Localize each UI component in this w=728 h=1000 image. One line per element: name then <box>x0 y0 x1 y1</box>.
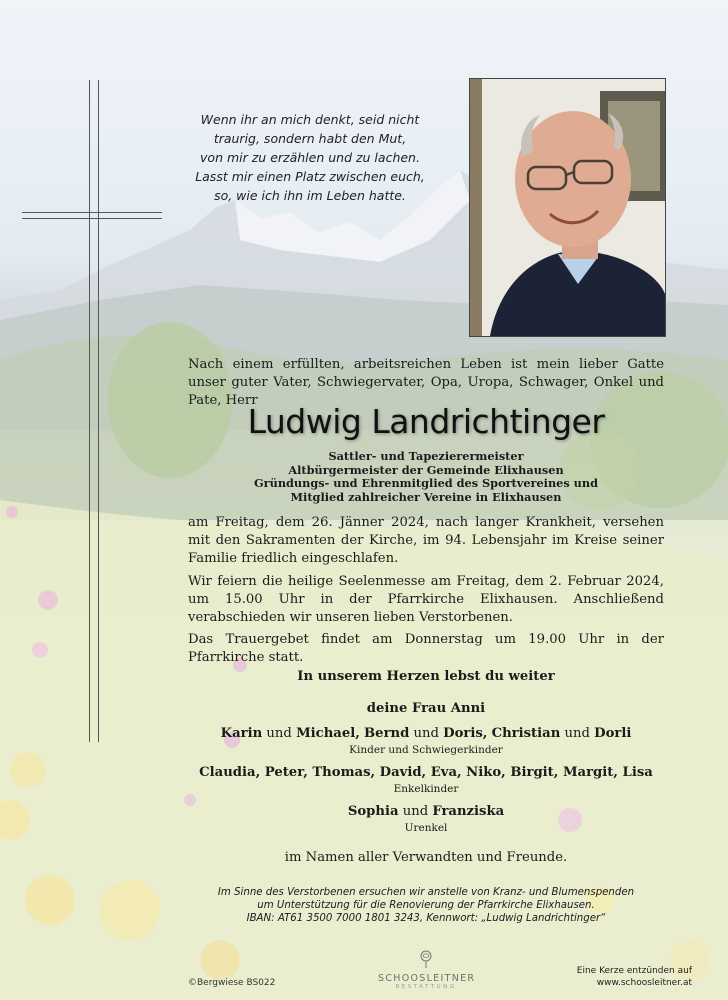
closing-line: im Namen aller Verwandten und Freunde. <box>284 850 568 865</box>
child-name: Christian <box>491 726 561 741</box>
logo-name: SCHOOSLEITNER <box>378 973 476 984</box>
title-line: Gründungs- und Ehrenmitglied des Sportvereines und <box>254 476 598 491</box>
connector: und <box>564 726 590 741</box>
quote-line: von mir zu erzählen und zu lachen. <box>200 150 420 165</box>
quote-line: Wenn ihr an mich denkt, seid nicht <box>200 112 420 127</box>
grandchildren-names: Claudia, Peter, Thomas, David, Eva, Niko, Birgit, Margit, Lisa <box>199 765 653 780</box>
title-line: Sattler- und Tapezierermeister <box>328 449 524 463</box>
cross-icon-bar <box>22 212 162 219</box>
rose-icon <box>418 950 434 968</box>
connector: und <box>266 726 292 741</box>
child-name: Bernd <box>364 726 410 741</box>
great-grandchild-name: Sophia <box>347 804 399 819</box>
candle-url[interactable]: www.schoosleitner.at <box>596 978 692 988</box>
great-grandchildren-caption: Urenkel <box>404 822 448 834</box>
connector: und <box>413 726 439 741</box>
prayer-notice: Das Trauergebet findet am Donnerstag um 19.00 Uhr in der Pfarrkirche statt. <box>188 632 664 665</box>
wife-line: deine Frau Anni <box>366 701 486 716</box>
note-line: um Unterstützung für die Renovierung der Pfarrkirche Elixhausen. <box>257 900 595 911</box>
memorial-quote <box>180 110 440 205</box>
intro-text: Nach einem erfüllten, arbeitsreichen Leben ist mein lieber Gatte unser guter Vater, Schwiegervater, Opa, Uropa, Schwager, Onkel und Pate, Herr <box>188 357 664 408</box>
great-grandchildren-names <box>188 804 664 819</box>
children-caption: Kinder und Schwiegerkinder <box>349 744 503 756</box>
portrait-photo <box>469 78 666 337</box>
logo-subtitle: BESTATTUNG <box>395 984 457 990</box>
child-name: Michael, <box>296 726 360 741</box>
quote-line: Lasst mir einen Platz zwischen euch, <box>195 169 425 184</box>
donation-note <box>188 886 664 925</box>
image-credit: ©Bergwiese BS022 <box>188 978 276 988</box>
mass-notice: Wir feiern die heilige Seelenmesse am Freitag, dem 2. Februar 2024, um 15.00 Uhr in der Pfarrkirche Elixhausen. Anschließend verabschieden wir unseren lieben Verstorbenen. <box>188 574 664 625</box>
memorial-motto: In unserem Herzen lebst du weiter <box>297 669 555 684</box>
funeral-home-logo <box>378 950 474 990</box>
honorary-titles <box>188 450 664 504</box>
note-line: IBAN: AT61 3500 7000 1801 3243, Kennwort: „Ludwig Landrichtinger“ <box>246 913 606 924</box>
candle-text: Eine Kerze entzünden auf <box>576 966 692 976</box>
deceased-name: Ludwig Landrichtinger <box>247 402 605 441</box>
connector: und <box>402 804 429 819</box>
candle-link[interactable] <box>540 965 692 989</box>
great-grandchild-name: Franziska <box>432 804 505 819</box>
child-name: Karin <box>220 726 263 741</box>
quote-line: so, wie ich ihn im Leben hatte. <box>214 188 406 203</box>
child-name: Dorli <box>594 726 632 741</box>
children-names <box>188 726 664 741</box>
child-name: Doris, <box>443 726 488 741</box>
quote-line: traurig, sondern habt den Mut, <box>213 131 407 146</box>
note-line: Im Sinne des Verstorbenen ersuchen wir anstelle von Kranz- und Blumenspenden <box>217 887 635 898</box>
title-line: Altbürgermeister der Gemeinde Elixhausen <box>288 462 564 477</box>
grandchildren-caption: Enkelkinder <box>393 783 459 795</box>
title-line: Mitglied zahlreicher Vereine in Elixhausen <box>290 489 562 504</box>
cross-icon <box>89 80 99 742</box>
death-notice: am Freitag, dem 26. Jänner 2024, nach langer Krankheit, versehen mit den Sakramenten der Kirche, im 94. Lebensjahr im Kreise seiner Familie friedlich eingeschlafen. <box>188 515 664 566</box>
